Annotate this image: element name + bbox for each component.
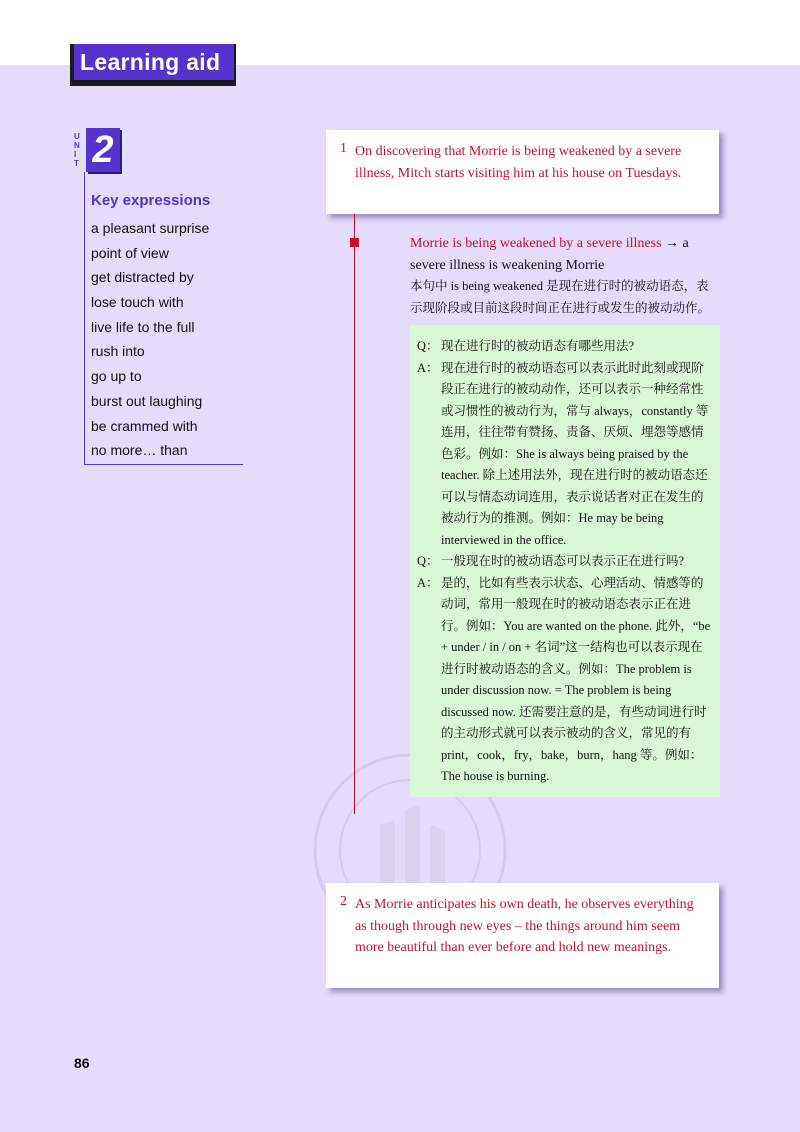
card-text: On discovering that Morrie is being weakened by a severe illness, Mitch starts visiting him at his house on Tuesdays.	[355, 144, 682, 181]
note-marker	[350, 238, 359, 247]
key-expression-item: lose touch with	[91, 294, 184, 311]
page-number: 86	[74, 1055, 90, 1071]
question-label: Q：	[417, 339, 439, 353]
key-expression-item: go up to	[91, 368, 142, 385]
unit-letter: U	[74, 132, 80, 141]
card-text: As Morrie anticipates his own death, he observes everything as though through new eyes – the things around him seem more beautiful than ever before and hold new meanings.	[355, 897, 694, 955]
key-expression-item: live life to the full	[91, 318, 195, 335]
unit-letter: N	[74, 141, 80, 150]
key-expression-item: no more… than	[91, 442, 188, 459]
grammar-note	[410, 233, 720, 319]
key-expressions-list	[91, 217, 209, 464]
qa-content	[441, 336, 711, 788]
answer-2: 是的，比如有些表示状态、心理活动、情感等的动词，常用一般现在时的被动语态表示正在进行。例如：You are wanted on the phone. 此外，“be + under / in / on + 名词”这一结构也可以表示现在进行时被动语态的含义。例如：The problem is under discussion now. = The problem is being discussed now. 还需要注意的是，有些动词进行时的主动形式就可以表示被动的含义，常见的有 print，cook，fry，bake，burn，hang 等。例如：The house is burning.	[441, 575, 711, 783]
key-expression-item: a pleasant surprise	[91, 220, 210, 236]
note-connector-line	[354, 214, 355, 814]
key-expression-item: point of view	[91, 244, 169, 261]
note-transform: → a severe illness is weakening Morrie	[410, 236, 689, 273]
key-expression-item: be crammed with	[91, 417, 198, 434]
question-1: 现在进行时的被动语态有哪些用法?	[441, 339, 635, 353]
unit-divider-bottom	[84, 464, 243, 465]
unit-label	[74, 132, 82, 168]
unit-divider	[84, 172, 85, 465]
note-highlight: Morrie is being weakened by a severe illness	[410, 236, 662, 251]
key-expressions-title: Key expressions	[91, 192, 211, 209]
qa-box	[410, 325, 720, 797]
answer-label: A：	[417, 360, 439, 375]
answer-1: 现在进行时的被动语态可以表示此时此刻或现阶段正在进行的被动动作，还可以表示一种经常性或习惯性的被动行为，常与 always，constantly 等连用，往往带有赞扬、责备、厌烦、埋怨等感情色彩。例如：She is always being praised by the teacher. 除上述用法外，现在进行时的被动语态还可以与情态动词连用，表示说话者对正在发生的被动行为的推测。例如：He may be being interviewed in the office.	[441, 360, 709, 547]
question-2: 一般现在时的被动语态可以表示正在进行吗?	[441, 554, 685, 568]
sentence-card-2	[326, 883, 719, 988]
unit-letter: T	[74, 159, 79, 168]
key-expression-item: rush into	[91, 343, 145, 360]
header-title: Learning aid	[74, 44, 234, 80]
note-explanation: 本句中 is being weakened 是现在进行时的被动语态，表示现阶段或目前这段时间正在进行或发生的被动动作。	[410, 279, 711, 315]
answer-label: A：	[417, 575, 439, 590]
key-expression-item: get distracted by	[91, 269, 194, 286]
question-label: Q：	[417, 554, 439, 568]
unit-number: 2	[86, 128, 120, 172]
unit-letter: I	[74, 150, 77, 159]
card-number: 1	[340, 141, 347, 156]
key-expression-item: burst out laughing	[91, 392, 203, 409]
sentence-card-1	[326, 130, 719, 214]
card-number: 2	[340, 894, 347, 909]
